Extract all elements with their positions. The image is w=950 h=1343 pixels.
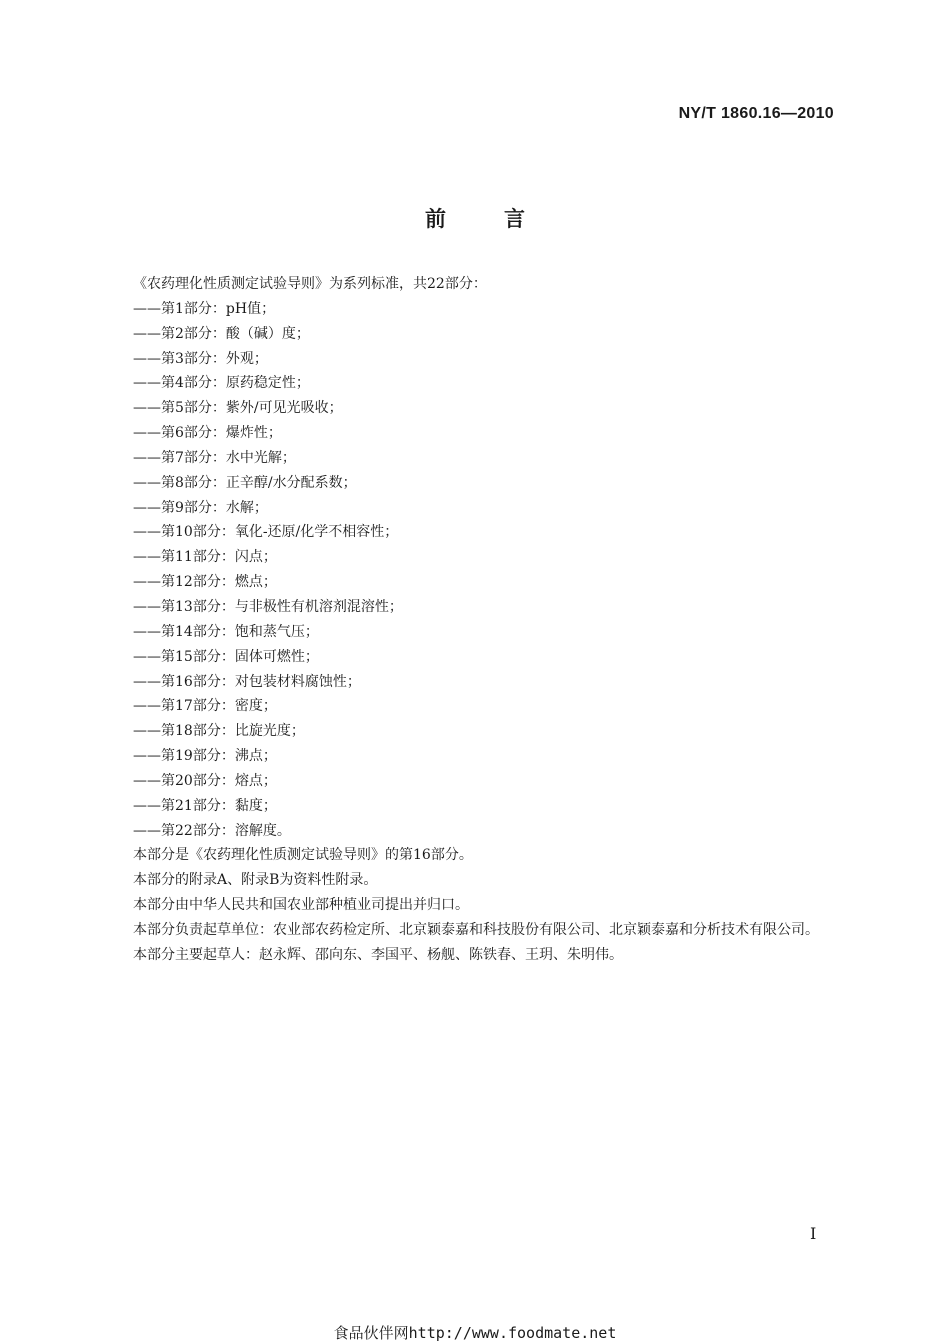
- list-item: ——第9部分：水解；: [133, 499, 268, 516]
- paragraph-part-statement: 本部分是《农药理化性质测定试验导则》的第16部分。: [133, 847, 473, 864]
- list-item: ——第12部分：燃点；: [133, 574, 277, 591]
- paragraph-drafters: 本部分主要起草人：赵永辉、邵向东、李国平、杨舰、陈铁春、王玥、朱明伟。: [133, 946, 623, 963]
- list-item: ——第16部分：对包装材料腐蚀性；: [133, 673, 361, 690]
- page-title: 前言: [425, 207, 583, 231]
- footer-watermark: [0, 1322, 950, 1343]
- list-item: ——第3部分：外观；: [133, 350, 268, 367]
- list-item: ——第11部分：闪点；: [133, 549, 277, 566]
- parts-list: [133, 297, 833, 844]
- paragraph-proposer: 本部分由中华人民共和国农业部种植业司提出并归口。: [133, 897, 469, 914]
- list-item: ——第8部分：正辛醇/水分配系数；: [133, 474, 357, 491]
- list-item: ——第2部分：酸（碱）度；: [133, 325, 310, 342]
- list-item: ——第13部分：与非极性有机溶剂混溶性；: [133, 598, 403, 615]
- list-item: ——第19部分：沸点；: [133, 748, 277, 765]
- list-item: ——第21部分：黏度；: [133, 797, 277, 814]
- standard-code: NY/T 1860.16—2010: [678, 105, 834, 122]
- paragraph-appendix: 本部分的附录A、附录B为资料性附录。: [133, 872, 378, 889]
- list-item: ——第1部分：pH值；: [133, 300, 276, 317]
- list-item: ——第7部分：水中光解；: [133, 449, 296, 466]
- page-number: I: [810, 1224, 817, 1243]
- list-item: ——第5部分：紫外/可见光吸收；: [133, 400, 343, 417]
- list-item: ——第17部分：密度；: [133, 698, 277, 715]
- list-item: ——第6部分：爆炸性；: [133, 425, 282, 442]
- footer-site-name: 食品伙伴网: [333, 1324, 409, 1342]
- list-item: ——第18部分：比旋光度；: [133, 723, 305, 740]
- list-item: ——第14部分：饱和蒸气压；: [133, 623, 319, 640]
- intro-paragraph: 《农药理化性质测定试验导则》为系列标准，共22部分：: [133, 276, 487, 292]
- footer-url[interactable]: http://www.foodmate.net: [408, 1324, 617, 1342]
- list-item: ——第4部分：原药稳定性；: [133, 375, 310, 392]
- list-item: ——第22部分：溶解度。: [133, 822, 291, 839]
- list-item: ——第10部分：氧化-还原/化学不相容性；: [133, 524, 399, 541]
- list-item: ——第20部分：熔点；: [133, 772, 277, 789]
- paragraph-drafting-units: 本部分负责起草单位：农业部农药检定所、北京颖泰嘉和科技股份有限公司、北京颖泰嘉和分析技术有限公司。: [133, 921, 819, 938]
- foreword-body: [133, 272, 833, 968]
- list-item: ——第15部分：固体可燃性；: [133, 648, 319, 665]
